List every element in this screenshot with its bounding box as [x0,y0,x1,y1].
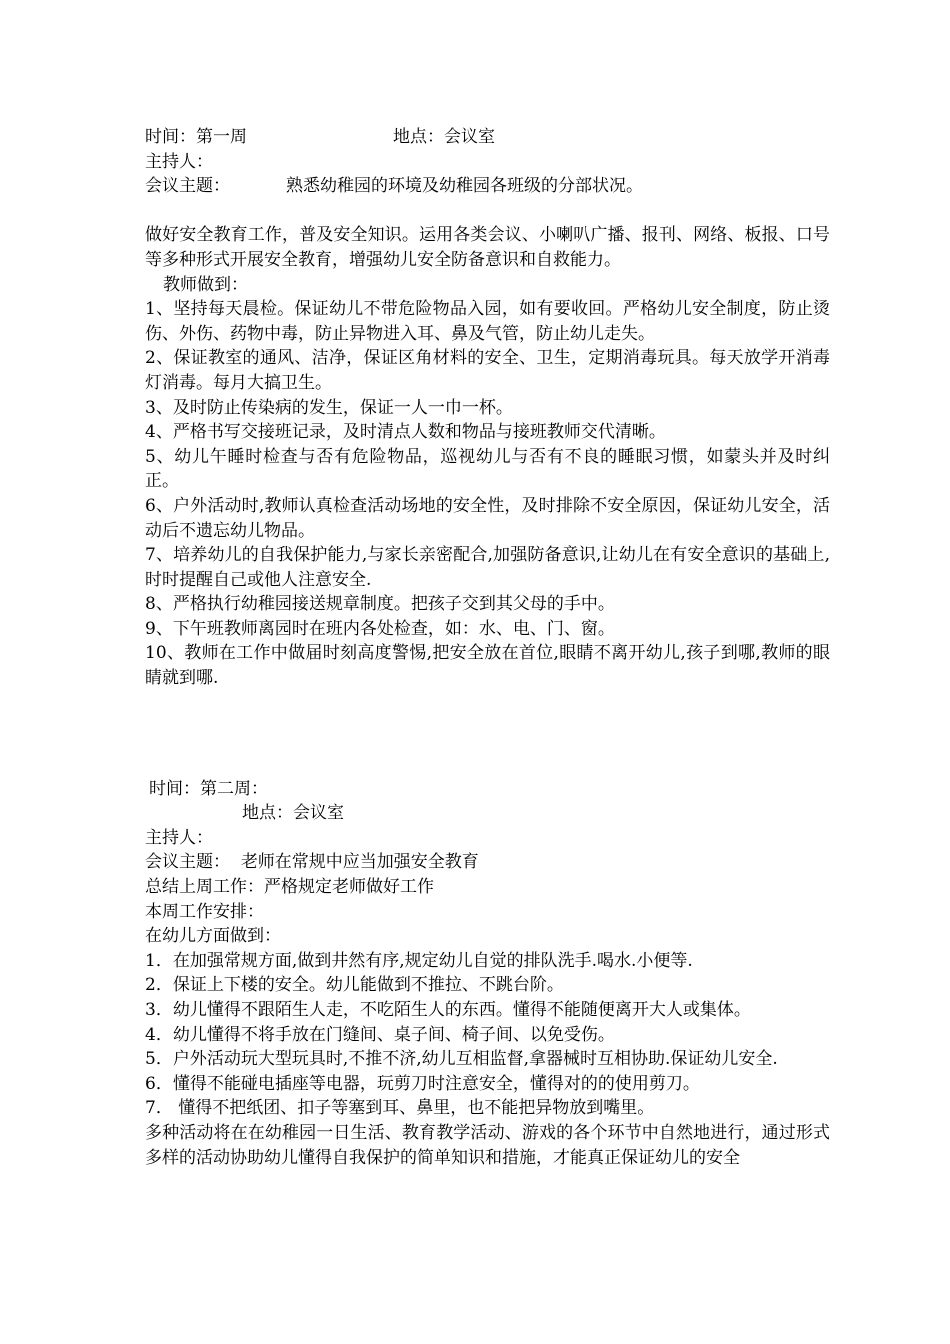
section2-time: 时间：第二周： [149,778,268,799]
section2-topic-label: 会议主题： [145,852,230,873]
section1-teacher-heading: 教师做到： [163,274,248,295]
section1-intro: 做好安全教育工作，普及安全知识。运用各类会议、小喇叭广播、报刊、网络、板报、口号等多种形式开展安全教育，增强幼儿安全防备意识和自救能力。 [145,225,830,270]
section1-item: 6、户外活动时,教师认真检查活动场地的安全性，及时排除不安全原因，保证幼儿安全，活动后不遗忘幼儿物品。 [145,495,830,541]
section2-plan-label: 本周工作安排： [145,901,264,922]
section2-item: 5．户外活动玩大型玩具时,不推不济,幼儿互相监督,拿器械时互相协助.保证幼儿安全. [145,1049,778,1070]
section1-item: 9、下午班教师离园时在班内各处检查，如：水、电、门、窗。 [145,618,615,639]
section1-item: 3、及时防止传染病的发生，保证一人一巾一杯。 [145,397,513,418]
section1-host: 主持人： [145,151,213,172]
section1-item: 1、坚持每天晨检。保证幼儿不带危险物品入园，如有要收回。严格幼儿安全制度，防止烫伤、外伤、药物中毒，防止异物进入耳、鼻及气管，防止幼儿走失。 [145,299,830,344]
section2-topic-text: 老师在常规中应当加强安全教育 [240,852,479,873]
section2-item: 2．保证上下楼的安全。幼儿能做到不推拉、不跳台阶。 [145,975,564,996]
section2-topic-line [145,850,830,875]
section1-item: 10、教师在工作中做届时刻高度警惕,把安全放在首位,眼睛不离开幼儿,孩子到哪,教师的眼睛就到哪. [145,643,830,689]
section1-item: 8、严格执行幼稚园接送规章制度。把孩子交到其父母的手中。 [145,594,615,615]
section1-topic-text: 熟悉幼稚园的环境及幼稚园各班级的分部状况。 [286,176,643,197]
section2-child-heading: 在幼儿方面做到： [145,926,281,947]
section2-host: 主持人： [145,827,213,848]
section1-location: 地点：会议室 [393,127,495,147]
section1-item: 2、保证教室的通风、洁净，保证区角材料的安全、卫生，定期消毒玩具。每天放学开消毒灯消毒。每月大搞卫生。 [145,348,830,393]
section1-topic-line [145,174,830,199]
section2-item: 3．幼儿懂得不跟陌生人走，不吃陌生人的东西。懂得不能随便离开大人或集体。 [145,1000,751,1020]
section2-item: 1．在加强常规方面,做到井然有序,规定幼儿自觉的排队洗手.喝水.小便等. [145,950,693,971]
section2-location: 地点：会议室 [242,803,344,824]
section1-time: 时间：第一周 [145,127,247,147]
section2-item: 7． 懂得不把纸团、扣子等塞到耳、鼻里，也不能把异物放到嘴里。 [145,1098,655,1119]
section1-item: 7、培养幼儿的自我保护能力,与家长亲密配合,加强防备意识,让幼儿在有安全意识的基础上,时时提醒自己或他人注意安全. [145,545,830,590]
section1-topic-label: 会议主题： [145,176,230,197]
section1-item: 5、幼儿午睡时检查与否有危险物品，巡视幼儿与否有不良的睡眠习惯，如蒙头并及时纠正。 [145,446,830,492]
section2-closing: 多种活动将在在幼稚园一日生活、教育教学活动、游戏的各个环节中自然地进行，通过形式多样的活动协助幼儿懂得自我保护的简单知识和措施，才能真正保证幼儿的安全 [145,1122,830,1168]
section2-item: 4．幼儿懂得不将手放在门缝间、桌子间、椅子间、以免受伤。 [145,1024,615,1045]
section1-item: 4、严格书写交接班记录，及时清点人数和物品与接班教师交代清晰。 [145,422,666,443]
section2-summary: 总结上周工作：严格规定老师做好工作 [145,877,434,898]
document-page [145,125,830,1170]
section1-header-line [145,125,830,150]
section-gap [145,691,830,777]
section2-item: 6．懂得不能碰电插座等电器，玩剪刀时注意安全，懂得对的的使用剪刀。 [145,1073,700,1094]
blank-line [145,199,830,224]
